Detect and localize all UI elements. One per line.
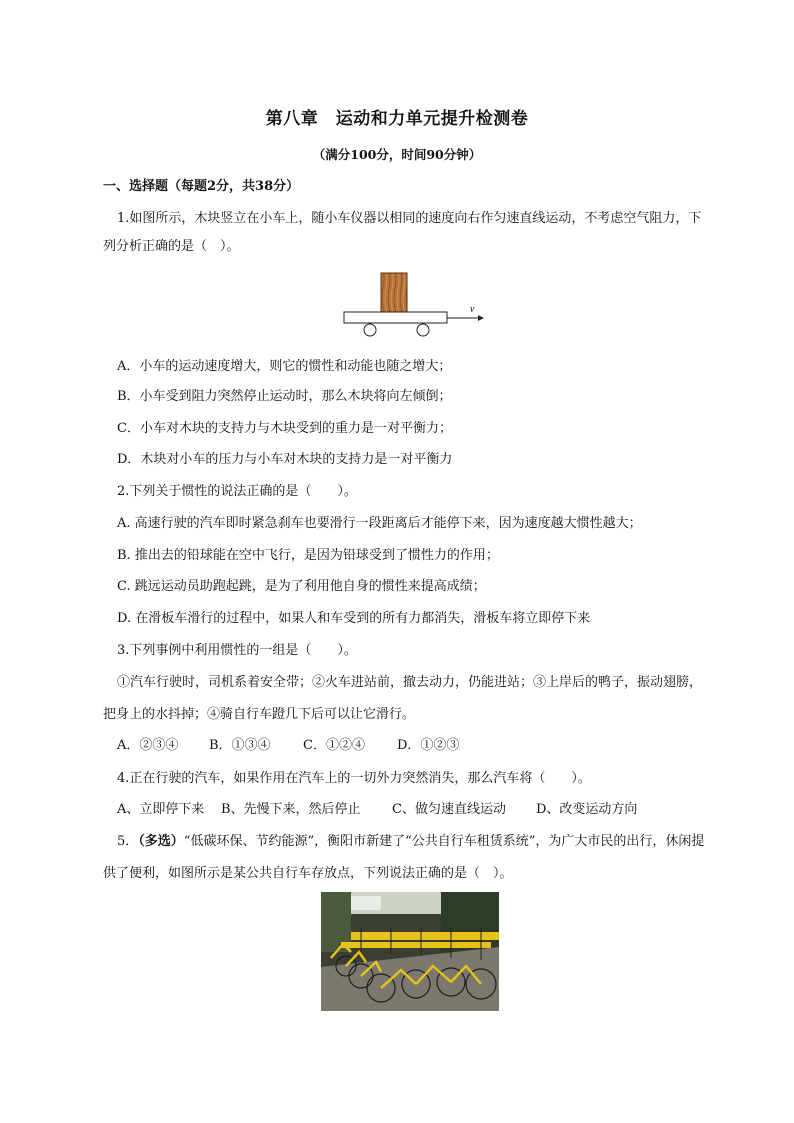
page-title: 第八章 运动和力单元提升检测卷 bbox=[265, 109, 529, 129]
q4-option-a: A、立即停下来 bbox=[117, 802, 205, 817]
q1-option-d: D．木块对小车的压力与小车对木块的支持力是一对平衡力 bbox=[117, 452, 453, 467]
q4-option-b: B、先慢下来，然后停止 bbox=[221, 802, 361, 817]
q2-option-d: D. 在滑板车滑行的过程中，如果人和车受到的所有力都消失，滑板车将立即停下来 bbox=[117, 611, 591, 626]
velocity-label: v bbox=[470, 304, 475, 315]
q5-stem-line2: 供了便利，如图所示是某公共自行车存放点，下列说法正确的是（ ）。 bbox=[103, 866, 513, 881]
q2-stem: 2.下列关于惯性的说法正确的是（ ）。 bbox=[117, 484, 357, 499]
q3-option-d: D．①②③ bbox=[397, 738, 460, 753]
q5-number: 5． bbox=[117, 834, 139, 849]
cart-block-figure bbox=[340, 268, 490, 343]
q2-option-a: A. 高速行驶的汽车即时紧急刹车也要滑行一段距离后才能停下来，因为速度越大惯性越大； bbox=[117, 516, 642, 531]
q4-option-c: C、做匀速直线运动 bbox=[392, 802, 506, 817]
q1-option-a: A．小车的运动速度增大，则它的惯性和动能也随之增大； bbox=[117, 359, 452, 374]
q4-options bbox=[117, 801, 717, 819]
q3-option-a: A．②③④ bbox=[117, 738, 179, 753]
q4-stem: 4.正在行驶的汽车，如果作用在汽车上的一切外力突然消失，那么汽车将（ ）。 bbox=[117, 771, 591, 786]
bicycle-parking-photo bbox=[321, 892, 499, 1011]
q1-stem-line2: 列分析正确的是（ ）。 bbox=[103, 239, 240, 254]
q1-option-b: B．小车受到阻力突然停止运动时，那么木块将向左倾倒； bbox=[117, 389, 452, 404]
q2-option-b: B. 推出去的铅球能在空中飞行，是因为铅球受到了惯性力的作用； bbox=[117, 548, 499, 563]
cart-wheel-left bbox=[364, 324, 376, 336]
q3-items-line1: ①汽车行驶时，司机系着安全带；②火车进站前，撤去动力，仍能进站；③上岸后的鸭子，振动翅膀， bbox=[117, 675, 703, 690]
q3-options bbox=[117, 737, 717, 755]
wood-block bbox=[381, 273, 407, 312]
q3-stem: 3.下列事例中利用惯性的一组是（ ）。 bbox=[117, 643, 357, 658]
q3-option-c: C．①②④ bbox=[303, 738, 365, 753]
q3-items-line2: 把身上的水抖掉；④骑自行车蹬几下后可以让它滑行。 bbox=[103, 707, 416, 722]
velocity-arrowhead bbox=[478, 315, 484, 321]
cart-body bbox=[344, 312, 447, 323]
cart-wheel-right bbox=[417, 324, 429, 336]
page-subtitle: （满分100分，时间90分钟） bbox=[312, 147, 482, 162]
q3-option-b: B．①③④ bbox=[209, 738, 271, 753]
q4-option-d: D、改变运动方向 bbox=[536, 802, 638, 817]
q1-stem-line1: 1.如图所示，木块竖立在小车上，随小车仪器以相同的速度向右作匀速直线运动，不考虑空气阻力，下 bbox=[117, 211, 702, 226]
q5-stem-line1 bbox=[117, 833, 717, 851]
q1-option-c: C．小车对木块的支持力与木块受到的重力是一对平衡力； bbox=[117, 421, 452, 436]
q5-multi-select-tag: （多选） bbox=[138, 834, 184, 849]
q2-option-c: C. 跳远运动员助跑起跳，是为了利用他自身的惯性来提高成绩； bbox=[117, 579, 486, 594]
q5-stem-text: “低碳环保、节约能源”，衡阳市新建了“公共自行车租赁系统”，为广大市民的出行，休闲提 bbox=[183, 834, 705, 849]
section-heading: 一、选择题（每题2分，共38分） bbox=[103, 179, 300, 194]
